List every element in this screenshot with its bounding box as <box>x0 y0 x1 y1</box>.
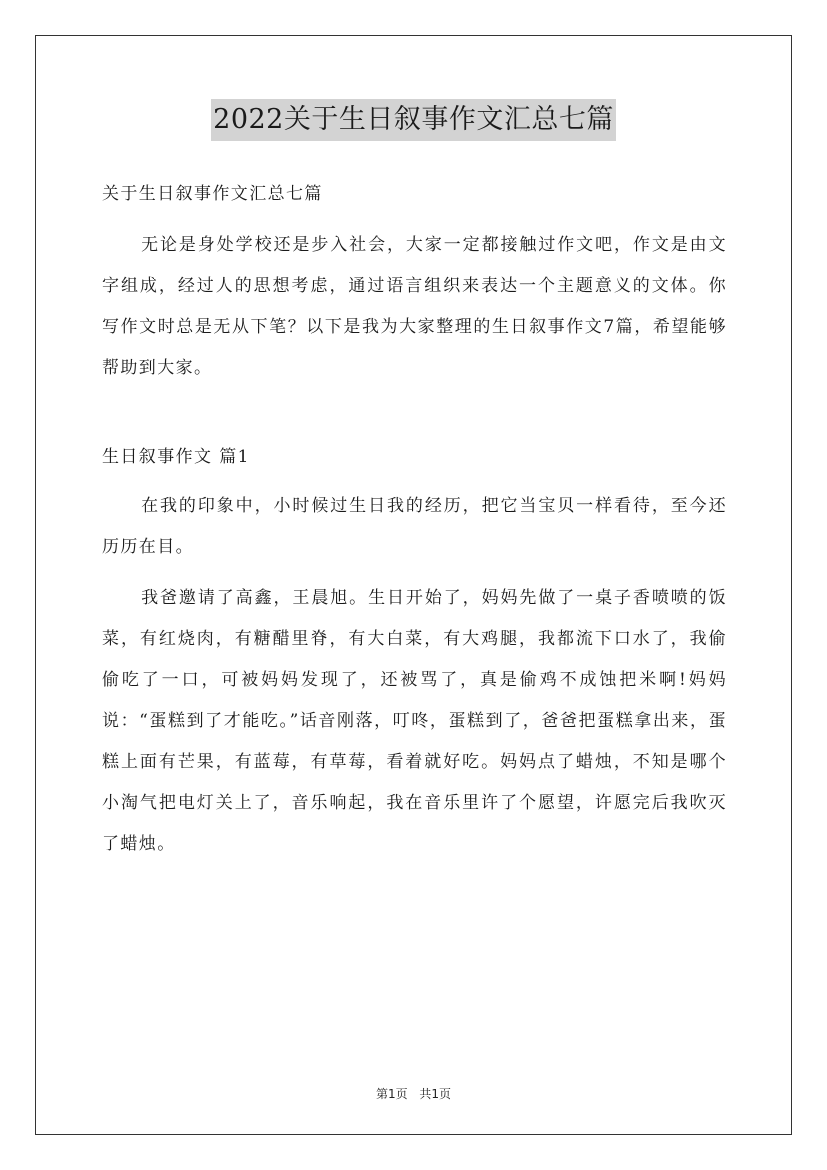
body-paragraph-2: 我爸邀请了高鑫，王晨旭。生日开始了，妈妈先做了一桌子香喷喷的饭菜，有红烧肉，有糖醋里脊，有大白菜，有大鸡腿，我都流下口水了，我偷偷吃了一口，可被妈妈发现了，还被骂了，真是偷鸡不成蚀把米啊!妈妈说：“蛋糕到了才能吃。”话音刚落，叮咚，蛋糕到了，爸爸把蛋糕拿出来，蛋糕上面有芒果，有蓝莓，有草莓，看着就好吃。妈妈点了蜡烛，不知是哪个小淘气把电灯关上了，音乐响起，我在音乐里许了个愿望，许愿完后我吹灭了蜡烛。 <box>102 588 727 854</box>
spacer <box>102 389 727 437</box>
spacer <box>102 568 727 578</box>
document-title-text: 2022关于生日叙事作文汇总七篇 <box>211 99 616 141</box>
document-body <box>102 174 727 865</box>
page-footer <box>0 1085 827 1102</box>
spacer <box>102 478 727 486</box>
section-heading: 生日叙事作文 篇1 <box>102 447 250 467</box>
document-title <box>0 98 827 141</box>
page-total: 共1页 <box>419 1087 452 1101</box>
intro-paragraph: 无论是身处学校还是步入社会，大家一定都接触过作文吧，作文是由文字组成，经过人的思想考虑，通过语言组织来表达一个主题意义的文体。你写作文时总是无从下笔？以下是我为大家整理的生日叙事作文7篇，希望能够帮助到大家。 <box>102 235 727 378</box>
document-subtitle: 关于生日叙事作文汇总七篇 <box>102 184 323 204</box>
body-paragraph-1: 在我的印象中，小时候过生日我的经历，把它当宝贝一样看待，至今还历历在目。 <box>102 496 727 557</box>
page-number: 第1页 <box>375 1087 408 1101</box>
spacer <box>102 215 727 225</box>
